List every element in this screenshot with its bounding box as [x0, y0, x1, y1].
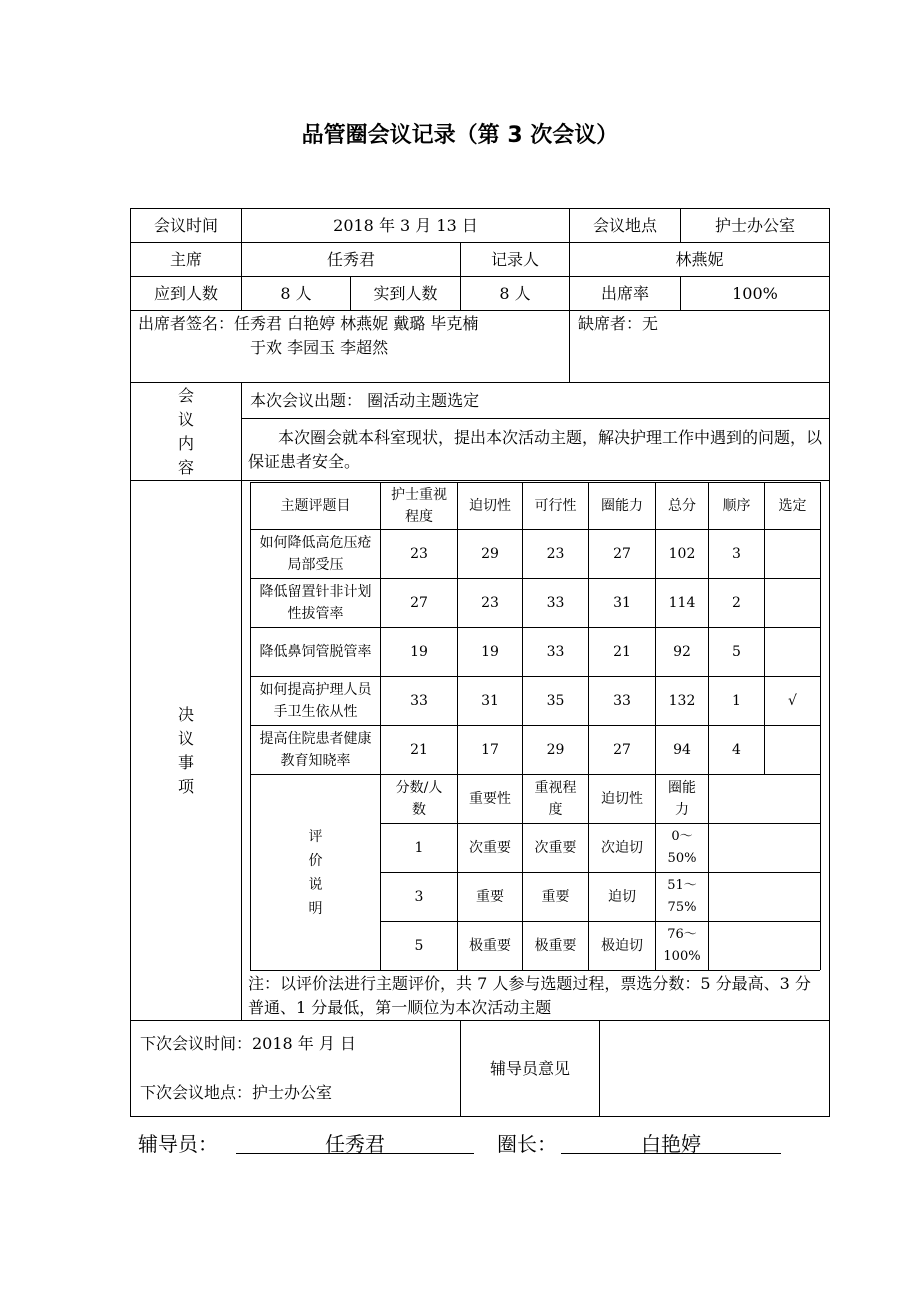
- score-header-selected: 选定: [778, 498, 807, 514]
- evaluation-note: 注：以评价法进行主题评价，共 7 人参与选题过程，票选分数：5 分最高、3 分普通、1 分最低，第一顺位为本次活动主题: [248, 974, 811, 1017]
- eval-header-capability: 圈能力: [668, 780, 696, 818]
- score-header-urgency: 迫切性: [469, 498, 511, 514]
- meeting-place-value: 护士办公室: [714, 215, 795, 235]
- footer-leader-value: 白艳婷: [641, 1132, 701, 1156]
- expected-label: 应到人数: [153, 283, 218, 303]
- next-meeting-time: 下次会议时间：2018 年 月 日: [140, 1034, 356, 1053]
- rate-label: 出席率: [600, 283, 649, 303]
- footer-leader-label: 圈长：: [497, 1132, 557, 1156]
- leader-signature-line: [561, 1153, 781, 1154]
- recorder-value: 林燕妮: [675, 249, 724, 269]
- advisor-opinion-label: 辅导员意见: [489, 1058, 570, 1078]
- score-header-emphasis: 护士重视程度: [391, 487, 447, 525]
- chair-label: 主席: [169, 249, 202, 269]
- content-topic: 本次会议出题： 圈活动主题选定: [250, 390, 480, 410]
- score-header-total: 总分: [668, 498, 696, 514]
- actual-value: 8 人: [499, 283, 531, 303]
- eval-header-urgency: 迫切性: [601, 791, 643, 807]
- meeting-place-label: 会议地点: [592, 215, 657, 235]
- meeting-time-value: 2018 年 3 月 13 日: [333, 215, 478, 235]
- decision-label: 决 议 事 项: [177, 704, 194, 796]
- score-header-rank: 顺序: [722, 498, 751, 514]
- score-header-topic: 主题评题目: [280, 498, 351, 514]
- footer-advisor-value: 任秀君: [325, 1132, 385, 1156]
- actual-label: 实到人数: [373, 283, 438, 303]
- score-header-capability: 圈能力: [601, 498, 643, 514]
- rate-value: 100%: [732, 283, 778, 303]
- eval-label: 评 价 说 明: [308, 828, 323, 917]
- eval-header-importance: 重要性: [469, 791, 511, 807]
- advisor-opinion-field: [600, 1021, 829, 1116]
- attendees-signature: [138, 312, 568, 360]
- attendees-line-2: 于欢 李园玉 李超然: [250, 338, 389, 357]
- absent-text: 缺席者：无: [578, 314, 659, 333]
- next-meeting-place: 下次会议地点：护士办公室: [140, 1083, 333, 1102]
- footer-advisor-label: 辅导员：: [138, 1132, 218, 1156]
- content-label: 会 议 内 容: [177, 385, 194, 477]
- selected-checkmark: √: [788, 693, 797, 709]
- content-body: 本次圈会就本科室现状，提出本次活动主题，解决护理工作中遇到的问题，以保证患者安全。: [248, 428, 823, 471]
- attendees-line-1: 出席者签名：任秀君 白艳婷 林燕妮 戴璐 毕克楠: [138, 314, 479, 333]
- meeting-time-label: 会议时间: [153, 215, 218, 235]
- eval-header-score: 分数/人数: [395, 780, 443, 818]
- page-title: 品管圈会议记录（第 3 次会议）: [301, 123, 619, 148]
- expected-value: 8 人: [280, 283, 312, 303]
- eval-header-emphasis: 重视程度: [534, 780, 577, 818]
- recorder-label: 记录人: [490, 249, 539, 269]
- chair-value: 任秀君: [326, 249, 375, 269]
- score-header-feasibility: 可行性: [534, 498, 577, 514]
- advisor-signature-line: [236, 1153, 474, 1154]
